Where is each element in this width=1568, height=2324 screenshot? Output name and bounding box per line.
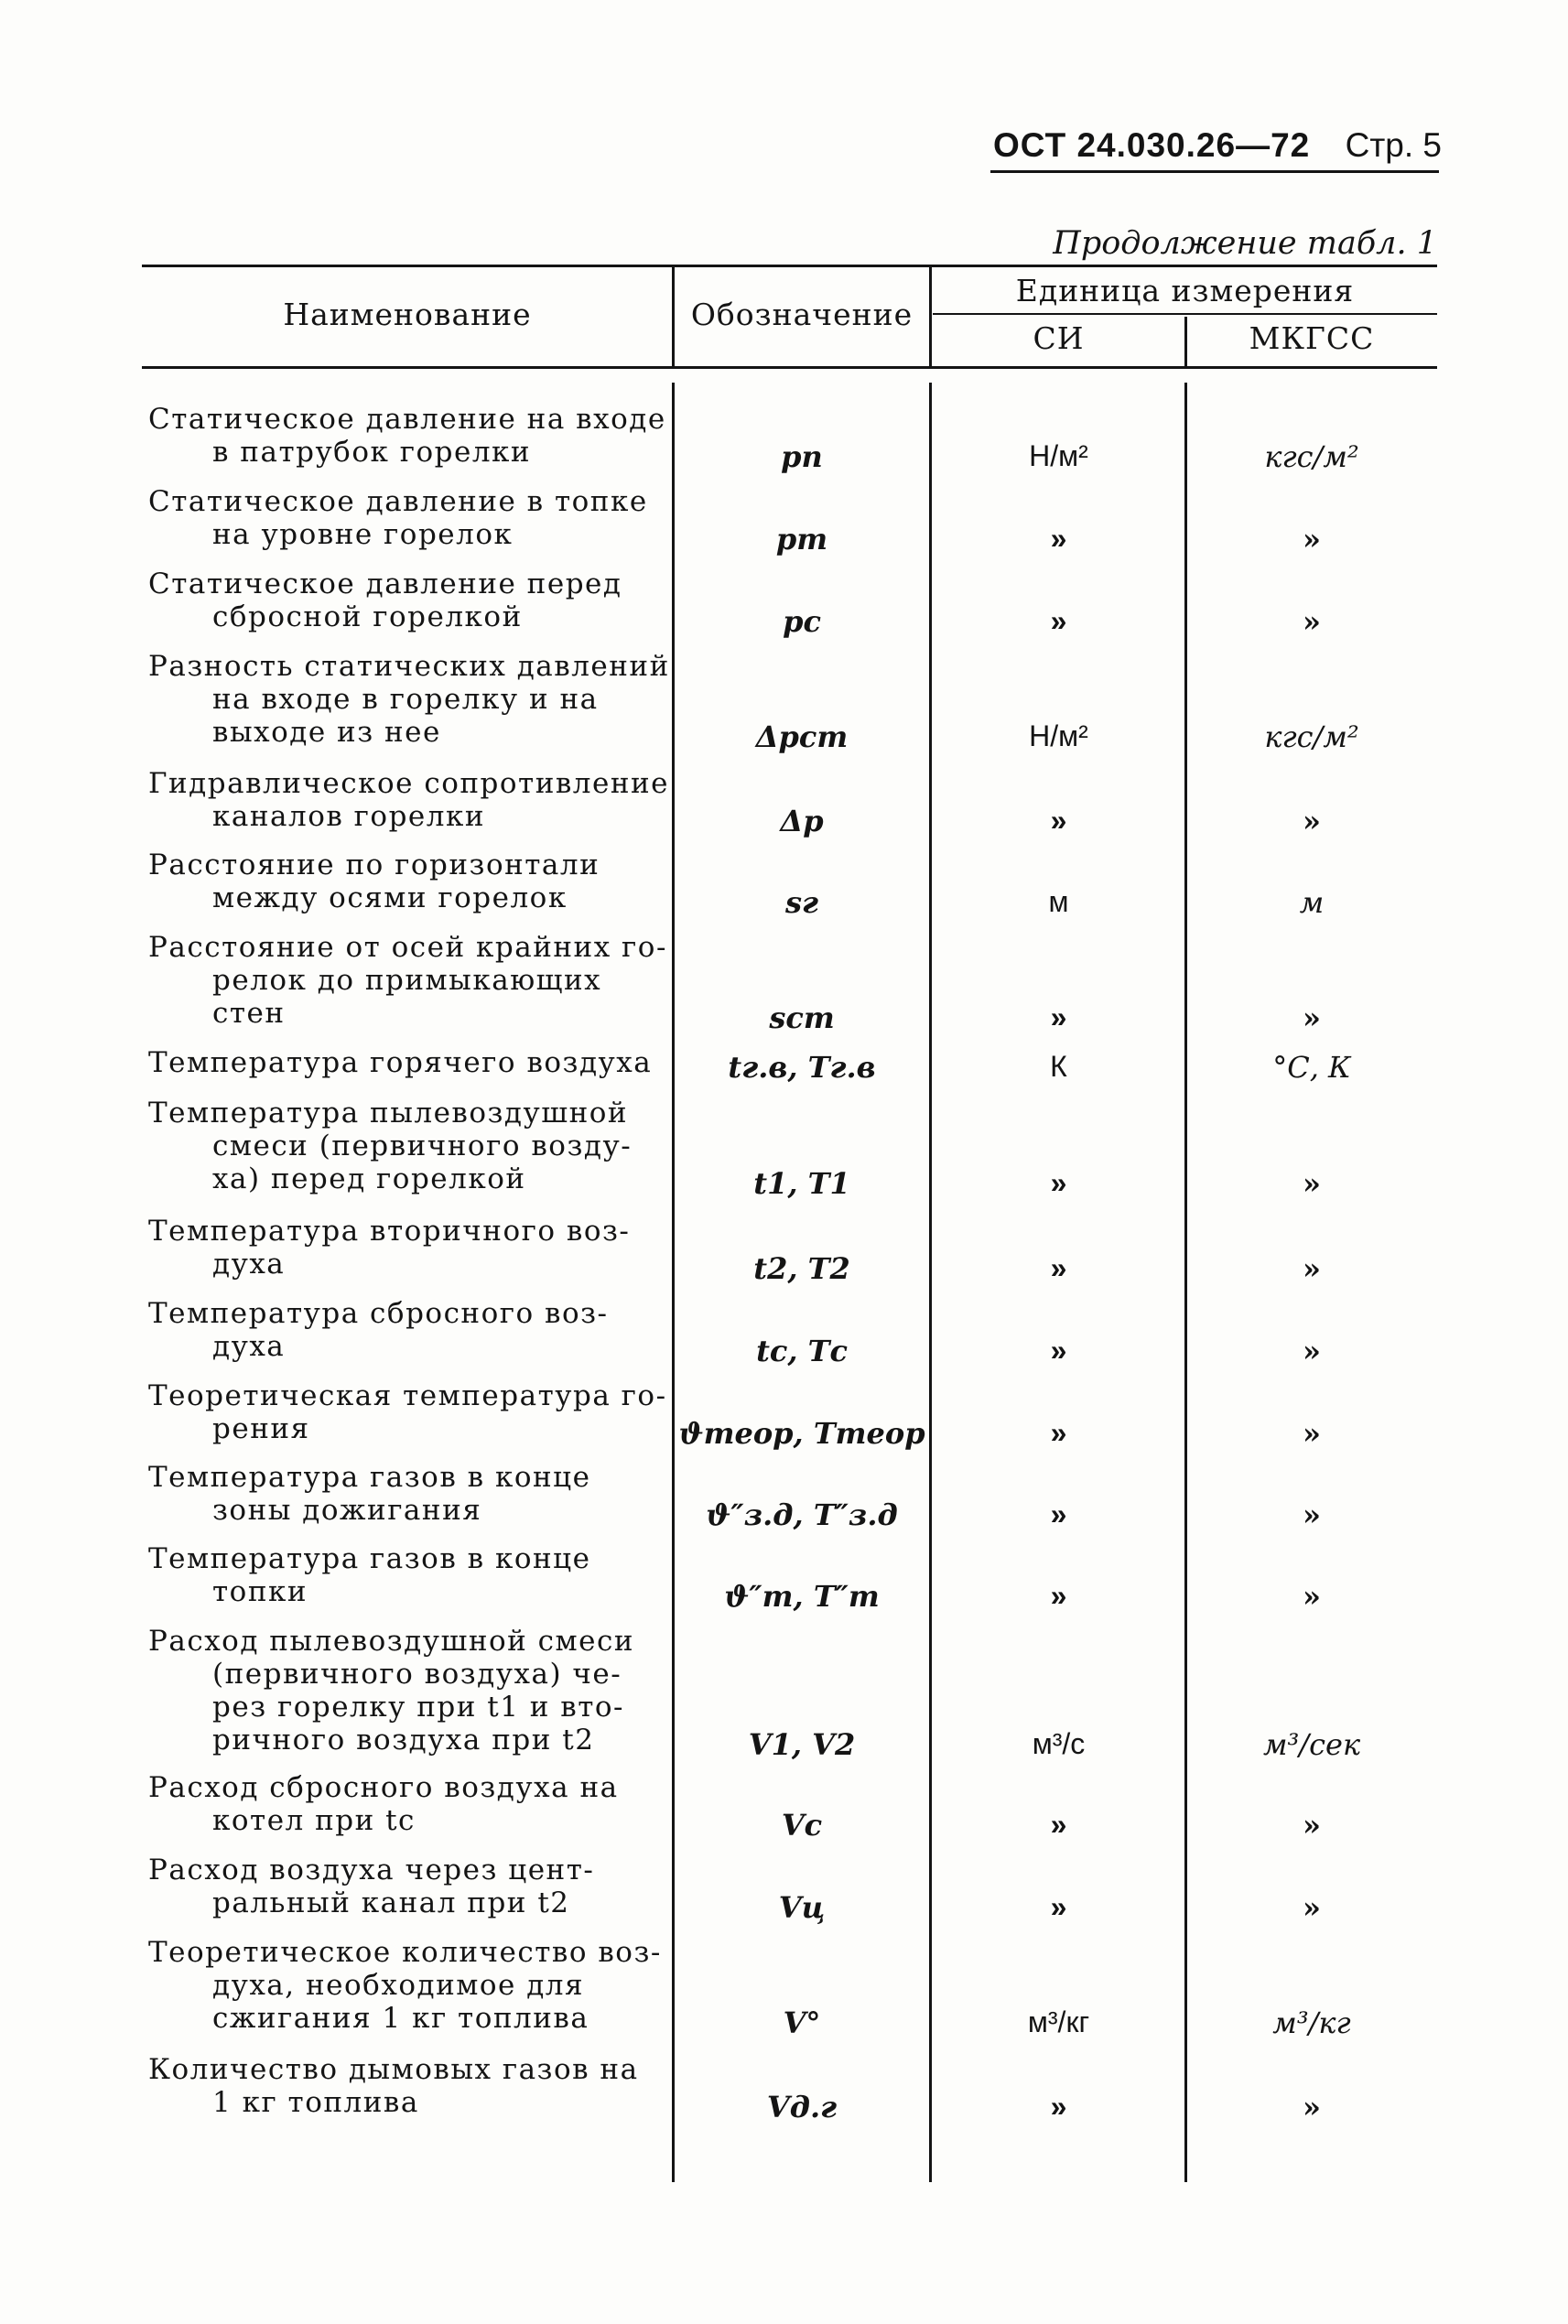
row-name-line: Температура вторичного воз-	[148, 1215, 631, 1248]
row-symbol: sг	[784, 885, 818, 920]
row-unit-si: »	[1050, 1497, 1067, 1530]
row-name-line: духа	[212, 1330, 286, 1363]
row-unit-si: м³/кг	[1027, 2005, 1090, 2038]
body-divider-2	[929, 383, 932, 2182]
row-symbol: V1, V2	[748, 1727, 856, 1762]
row-name-line: Расстояние по горизонтали	[148, 849, 600, 881]
row-unit-mkgss: °С, К	[1272, 1050, 1351, 1085]
row-name-line: топки	[212, 1575, 308, 1608]
row-name-line: между осями горелок	[212, 881, 568, 914]
row-symbol: pп	[781, 439, 823, 474]
row-unit-mkgss: »	[1303, 1166, 1321, 1201]
row-unit-si: »	[1050, 1890, 1067, 1923]
row-unit-si: »	[1050, 522, 1067, 555]
row-unit-si: »	[1050, 1579, 1067, 1612]
page-header	[984, 126, 1442, 172]
row-name-line: каналов горелки	[212, 800, 485, 833]
row-name	[148, 1936, 662, 2035]
row-unit-mkgss: »	[1303, 1416, 1321, 1451]
table-caption: Продолжение табл. 1	[1053, 225, 1437, 262]
row-symbol: pс	[783, 604, 821, 639]
row-name	[148, 1297, 643, 1363]
col-header-si: СИ	[1033, 320, 1085, 356]
row-name	[148, 767, 670, 833]
row-name-line: Теоретическая температура го-	[148, 1379, 667, 1412]
row-unit-si: Н/м²	[1029, 719, 1088, 752]
row-name-line: Температура газов в конце	[148, 1542, 591, 1575]
col-header-mkgss: МКГСС	[1249, 320, 1375, 356]
row-symbol: Δpст	[755, 719, 849, 754]
row-name	[148, 1542, 643, 1608]
row-name	[148, 1771, 643, 1837]
row-name	[148, 567, 643, 633]
row-name-line: котел при tс	[212, 1804, 416, 1837]
row-symbol: pт	[775, 522, 828, 557]
row-name-line: 1 кг топлива	[212, 2086, 419, 2119]
row-name-line: смеси (первичного возду-	[212, 1130, 633, 1162]
row-name-line: ральный канал при t2	[212, 1886, 570, 1919]
column-divider-3	[1184, 317, 1187, 366]
row-name	[148, 849, 643, 914]
row-symbol: ϑ″з.д, T″з.д	[706, 1497, 898, 1532]
row-symbol: tг.в, Tг.в	[728, 1050, 876, 1085]
row-name-line: рез горелку при t1 и вто-	[212, 1691, 625, 1724]
col-header-symbol: Обозначение	[690, 297, 914, 332]
row-name-line: Температура сбросного воз-	[148, 1297, 609, 1330]
row-name	[148, 2053, 643, 2119]
row-name	[148, 1046, 653, 1079]
col-header-units: Единица измерения	[1015, 273, 1355, 308]
header-rule	[990, 170, 1439, 173]
row-unit-mkgss: »	[1303, 2090, 1321, 2124]
row-unit-mkgss: кгс/м²	[1264, 719, 1359, 754]
row-unit-mkgss: »	[1303, 804, 1321, 838]
row-unit-si: »	[1050, 1416, 1067, 1449]
row-symbol: t1, T1	[753, 1166, 850, 1201]
row-symbol: Vц	[778, 1890, 826, 1925]
row-unit-si: »	[1050, 604, 1067, 637]
row-name	[148, 1097, 643, 1195]
row-unit-si: К	[1050, 1050, 1067, 1083]
row-unit-si: Н/м²	[1029, 439, 1088, 472]
row-symbol: Δp	[780, 804, 824, 838]
row-unit-mkgss: »	[1303, 1497, 1321, 1532]
row-name-line: сжигания 1 кг топлива	[212, 2002, 589, 2035]
row-unit-mkgss: »	[1303, 1579, 1321, 1614]
row-symbol: Vс	[781, 1808, 823, 1843]
row-name	[148, 931, 667, 1030]
row-unit-mkgss: »	[1303, 1000, 1321, 1035]
row-name-line: Температура горячего воздуха	[148, 1046, 653, 1079]
standard-code: ОСТ 24.030.26—72	[993, 126, 1311, 164]
units-divider-rule	[933, 313, 1437, 315]
row-unit-mkgss: м³/сек	[1262, 1727, 1361, 1762]
row-unit-si: »	[1050, 1334, 1067, 1367]
row-unit-mkgss: м	[1299, 885, 1325, 920]
row-unit-mkgss: »	[1303, 1334, 1321, 1368]
row-name-line: Расход воздуха через цент-	[148, 1854, 595, 1886]
row-name-line: Статическое давление перед	[148, 567, 622, 600]
row-unit-si: »	[1050, 804, 1067, 837]
row-unit-mkgss: »	[1303, 1251, 1321, 1286]
row-unit-mkgss: кгс/м²	[1264, 439, 1359, 474]
row-unit-mkgss: м³/кг	[1272, 2005, 1351, 2040]
row-name-line: выходе из нее	[212, 716, 441, 749]
row-name-line: ричного воздуха при t2	[212, 1724, 595, 1757]
row-name-line: (первичного воздуха) че-	[212, 1658, 622, 1691]
row-name-line: на входе в горелку и на	[212, 683, 599, 716]
header-bottom-rule	[142, 366, 1437, 369]
row-name-line: духа, необходимое для	[212, 1969, 585, 2002]
row-name-line: Расход пылевоздушной смеси	[148, 1625, 635, 1658]
row-name-line: Разность статических давлений	[148, 650, 670, 683]
row-name	[148, 1854, 643, 1919]
column-divider-2	[929, 267, 932, 366]
row-name-line: стен	[212, 997, 286, 1030]
page-number: Стр. 5	[1345, 126, 1442, 164]
row-name-line: сбросной горелкой	[212, 600, 523, 633]
row-symbol: ϑтеор, Tтеор	[678, 1416, 925, 1451]
row-unit-si: »	[1050, 1166, 1067, 1199]
row-symbol: ϑ″т, T″т	[724, 1579, 880, 1614]
row-name	[148, 1379, 667, 1445]
row-name	[148, 1461, 643, 1527]
row-unit-mkgss: »	[1303, 604, 1321, 639]
row-symbol: t2, T2	[753, 1251, 850, 1286]
row-name	[148, 403, 666, 469]
row-name-line: Температура газов в конце	[148, 1461, 591, 1494]
row-name-line: на уровне горелок	[212, 518, 514, 551]
row-name-line: Расстояние от осей крайних го-	[148, 931, 667, 964]
row-symbol: sст	[769, 1000, 835, 1035]
row-name-line: рения	[212, 1412, 310, 1445]
row-name-line: релок до примыкающих	[212, 964, 602, 997]
row-name	[148, 1215, 643, 1281]
body-divider-3	[1184, 383, 1187, 2182]
table-top-rule	[142, 265, 1437, 267]
row-name-line: духа	[212, 1248, 286, 1281]
row-name-line: Количество дымовых газов на	[148, 2053, 639, 2086]
row-unit-si: м³/с	[1032, 1727, 1086, 1760]
col-header-name: Наименование	[283, 297, 532, 332]
row-symbol: tс, Tс	[756, 1334, 848, 1368]
row-name-line: Теоретическое количество воз-	[148, 1936, 662, 1969]
row-name-line: ха) перед горелкой	[212, 1162, 526, 1195]
row-name	[148, 485, 648, 551]
row-symbol: Vд.г	[766, 2090, 838, 2124]
row-name-line: Статическое давление на входе	[148, 403, 666, 436]
row-unit-mkgss: »	[1303, 522, 1321, 557]
row-name-line: Расход сбросного воздуха на	[148, 1771, 619, 1804]
row-name	[148, 650, 670, 749]
row-symbol: V°	[783, 2005, 821, 2040]
row-unit-si: м	[1048, 885, 1069, 918]
row-unit-si: »	[1050, 1808, 1067, 1841]
row-unit-si: »	[1050, 1251, 1067, 1284]
row-unit-si: »	[1050, 1000, 1067, 1033]
row-name-line: Статическое давление в топке	[148, 485, 648, 518]
row-unit-si: »	[1050, 2090, 1067, 2123]
row-unit-mkgss: »	[1303, 1890, 1321, 1925]
row-name-line: в патрубок горелки	[212, 436, 532, 469]
row-name-line: зоны дожигания	[212, 1494, 482, 1527]
row-name-line: Температура пылевоздушной	[148, 1097, 629, 1130]
row-name-line: Гидравлическое сопротивление	[148, 767, 670, 800]
row-unit-mkgss: »	[1303, 1808, 1321, 1843]
row-name	[148, 1625, 643, 1757]
